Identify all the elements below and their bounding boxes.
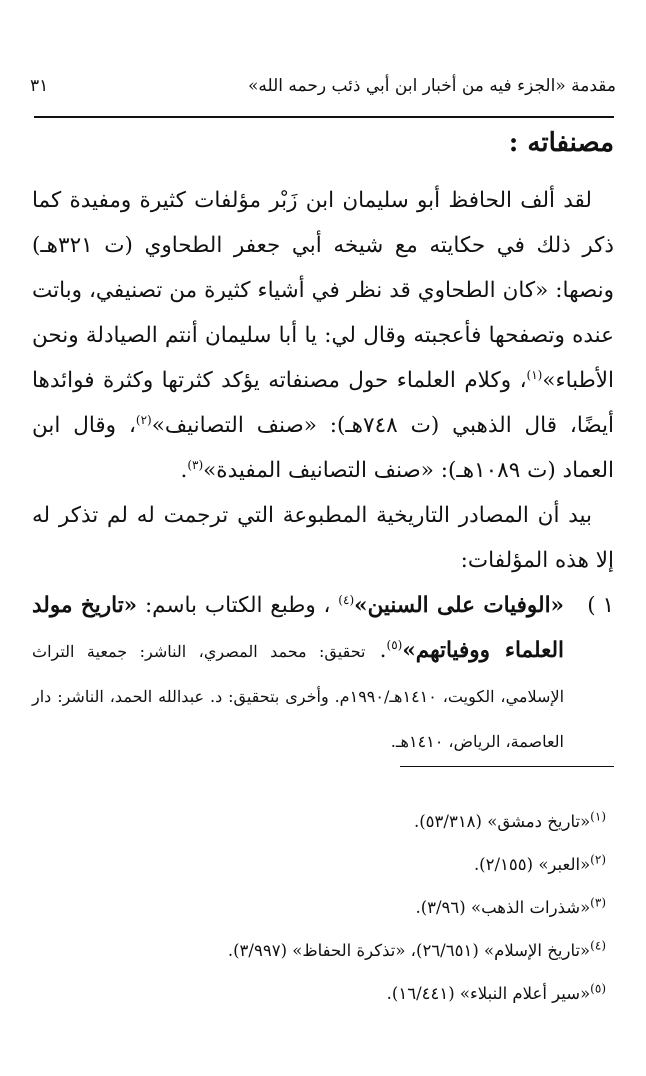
footnote bbox=[32, 972, 606, 1015]
paragraph-sources: بيد أن المصادر التاريخية المطبوعة التي ترجمت له لم تذكر له إلا هذه المؤلفات: bbox=[32, 503, 614, 573]
book-title-alt: «تاريخ مولد العلماء ووفياتهم» bbox=[32, 593, 564, 663]
list-item-number: ١ ) bbox=[587, 593, 614, 618]
edition-note: تحقيق: محمد المصري، الناشر: جمعية التراث الإسلامي، الكويت، ١٤١٠هـ/١٩٩٠م. وأخرى بتحقيق: د. عبدالله الحمد، الناشر: دار العاصمة، الرياض، ١٤١٠هـ. bbox=[32, 642, 565, 751]
footnote-mark: (٤) bbox=[590, 938, 606, 953]
section-heading: مصنفاته : bbox=[508, 128, 614, 158]
footnote-ref: (٣) bbox=[187, 457, 204, 472]
list-item-text: . bbox=[379, 638, 387, 663]
footnote-text: «تاريخ دمشق» (٥٣/٣١٨). bbox=[413, 812, 591, 831]
paragraph-text: ، وكلام العلماء حول مصنفاته يؤكد كثرتها وكثرة فوائدها أيضًا، قال الذهبي (ت ٧٤٨هـ): «صنف التصانيف» bbox=[32, 368, 614, 438]
paragraph-text: . bbox=[180, 458, 188, 483]
body-text bbox=[32, 178, 614, 763]
footnote-ref: (٥) bbox=[386, 637, 403, 652]
paragraph-text: ، وقال ابن العماد (ت ١٠٨٩هـ): «صنف التصانيف المفيدة» bbox=[32, 413, 614, 483]
footnote-text: «سير أعلام النبلاء» (١٦/٤٤١). bbox=[386, 984, 591, 1003]
running-header bbox=[30, 66, 616, 106]
footnote bbox=[32, 929, 606, 972]
page-number: ٣١ bbox=[30, 76, 49, 96]
footnote-ref: (٤) bbox=[338, 592, 355, 607]
book-title: «الوفيات على السنين» bbox=[354, 593, 564, 618]
running-title: مقدمة «الجزء فيه من أخبار ابن أبي ذئب رحمه الله» bbox=[247, 76, 616, 96]
footnote bbox=[32, 886, 606, 929]
footnote-text: «شذرات الذهب» (٣/٩٦). bbox=[415, 898, 591, 917]
footnotes bbox=[32, 800, 606, 1015]
list-item-text: ، وطبع الكتاب باسم: bbox=[144, 593, 331, 618]
footnote-ref: (٢) bbox=[135, 412, 152, 427]
footnote-mark: (٣) bbox=[590, 895, 606, 910]
footnote-text: «تاريخ الإسلام» (٢٦/٦٥١)، «تذكرة الحفاظ» (٣/٩٩٧). bbox=[227, 941, 591, 960]
footnote-text: «العبر» (٢/١٥٥). bbox=[473, 855, 591, 874]
footnote-divider bbox=[400, 766, 614, 767]
footnote-mark: (٥) bbox=[590, 981, 606, 996]
footnote-ref: (١) bbox=[526, 367, 543, 382]
footnote bbox=[32, 843, 606, 886]
header-divider bbox=[34, 116, 614, 118]
footnote-mark: (١) bbox=[590, 809, 606, 824]
paragraph-works bbox=[32, 178, 614, 493]
footnote-mark: (٢) bbox=[590, 852, 606, 867]
list-item bbox=[32, 583, 614, 763]
paragraph-text: لقد ألف الحافظ أبو سليمان ابن زَبْر مؤلفات كثيرة ومفيدة كما ذكر ذلك في حكايته مع شيخه أبي جعفر الطحاوي (ت ٣٢١هـ) ونصها: «كان الطحاوي قد نظر في أشياء كثيرة من تصنيفي، وباتت عنده وتصفحها فأعجبته وقال لي: يا أبا سليمان أنتم الصيادلة ونحن الأطباء» bbox=[32, 188, 614, 393]
footnote bbox=[32, 800, 606, 843]
